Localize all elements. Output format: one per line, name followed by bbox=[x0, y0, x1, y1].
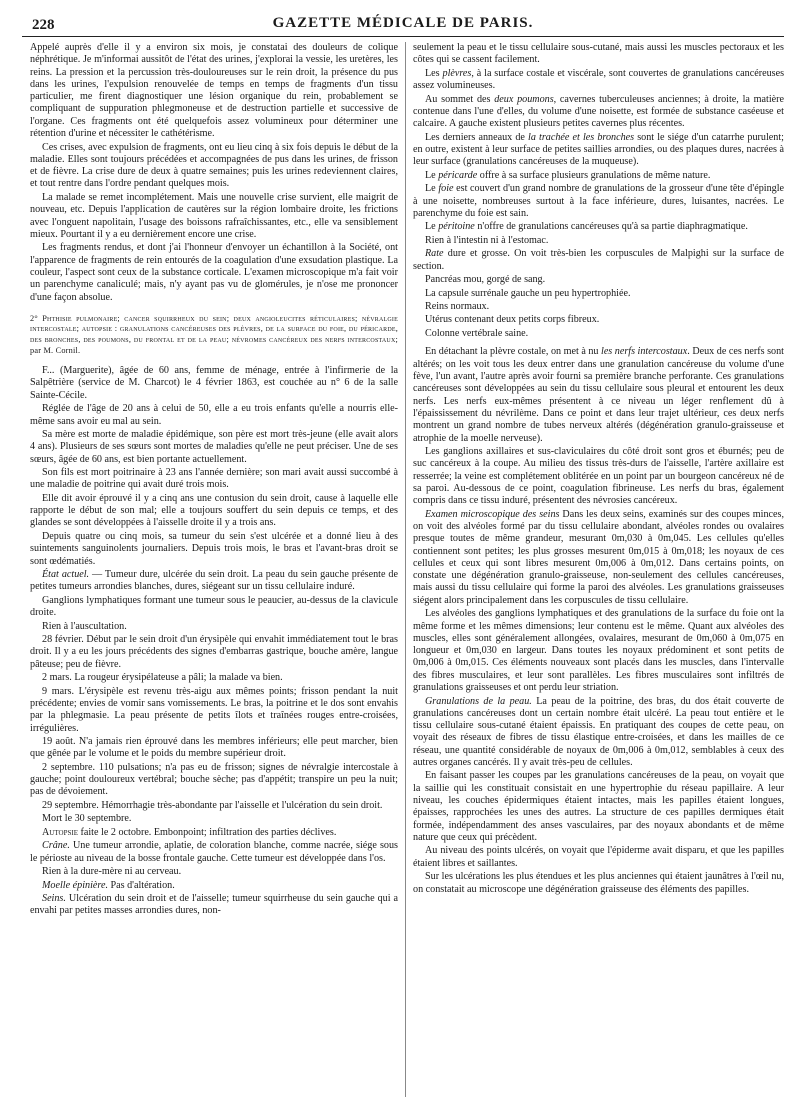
paragraph bbox=[413, 346, 784, 444]
paragraph-text: , cavernes tuberculeuses anciennes; à droite, la matière contenue dans l'une d'elles, du volume d'une noisette, est formée de substance caséeuse et calcaire. A gauche existent plusieurs petites cavernes plus récentes. bbox=[413, 93, 784, 130]
paragraph bbox=[413, 248, 784, 273]
paragraph bbox=[413, 68, 784, 93]
paragraph-text: Le bbox=[425, 221, 439, 233]
paragraph-text: . Deux de ces nerfs sont altérés; on les voit tous les deux entrer dans une granulation cancéreuse du volume d'une fève, l'un avant, l'autre après avoir fourni sa première branche perforante. Ces granulations cancéreuses sont développées au sein du tissu cellulaire sous pleural et entourent les deux nerfs. Les nerfs eux-mêmes présentent à ce niveau un léger renflement dû à l'épaississement du névrilème. Dans ce point et dans leur trajet ultérieur, ces deux nerfs montrent un grand nombre de tubes nerveux altérés (dégénération granulo-graisseuse et atrophie de la moelle nerveuse). bbox=[413, 346, 784, 444]
organ-name: foie bbox=[438, 183, 454, 195]
paragraph: La capsule surrénale gauche un peu hypertrophiée. bbox=[425, 287, 631, 299]
paragraph-text: Une tumeur arrondie, aplatie, de coloration blanche, comme nacrée, siége sous le périoste au niveau de la bosse frontale gauche. Cette tumeur est développée dans l'os. bbox=[30, 840, 398, 864]
paragraph-text: La peau de la poitrine, des bras, du dos était couverte de granulations cancéreuses dont un certain nombre était ulcéré. La peau tout entière et le tissu cellulaire sous-cutané étaient épaissis. En pratiquant des coupes de cette peau, on voyait des réseaux de fibres de tissu élastique entre-croisées, et dans les mailles de ce réseau, une quantité considérable de noyaux de 0m,006 à 0m,012, semblables à ceux des autres organes cancérés. Il y avait très-peu de cellules. bbox=[413, 695, 785, 768]
paragraph: La malade se remet incomplétement. Mais une nouvelle crise survient, elle maigrit de nouveau, etc. Depuis l'application de cautères sur la région lombaire droite, les frictions avec l'onguent napolitain, l'usage des boissons rafraîchissantes, etc., elle va sensiblement mieux. Pourtant il y a eu dernièrement encore une crise. bbox=[30, 191, 398, 240]
paragraph: 28 février. Début par le sein droit d'un érysipèle qui envahit immédiatement tout le bras droit. Il y a eu les jours précédents des signes d'embarras gastrique, bouche amère, langue pâteuse; peu de fièvre. bbox=[30, 634, 398, 670]
paragraph: Reins normaux. bbox=[425, 301, 490, 312]
paragraph-text: Les derniers anneaux de bbox=[425, 131, 529, 143]
paragraph: Rien à l'auscultation. bbox=[42, 620, 127, 632]
paragraph-label: Moelle épinière. bbox=[42, 879, 108, 891]
paragraph: Au niveau des points ulcérés, on voyait que l'épiderme avait disparu, et que les papilles étaient libres et saillantes. bbox=[413, 845, 784, 869]
paragraph: Appelé auprès d'elle il y a environ six mois, je constatai des douleurs de colique néphrétique. Je m'informai aussitôt de l'état des urines, j'explorai la vessie, les uretères, les reins. La pression et la percussion très-douloureuses sur le rein droit, la présence du pus dans les urines, l'expulsion renouvelée de temps en temps de fragments d'un tissu particulier, me firent diagnostiquer une lésion organique du rein, probablement se compliquant de suppuration phlegmoneuse et de destruction partielle et successive de l'organe. Ces fragments ont été quelquefois assez volumineux pour déterminer une rétention d'urine et nécessiter le cathétérisme. bbox=[30, 42, 398, 140]
section-number: 2° bbox=[30, 313, 38, 323]
paragraph-label: État actuel. bbox=[42, 569, 90, 581]
paragraph: 9 mars. L'érysipèle est revenu très-aigu aux mêmes points; frisson pendant la nuit précédente; envies de vomir sans vomissements. Le bras, la poitrine et le dos sont envahis par la phlegmasie. La peau présente de petits îlots et traînées rouges entre-croisées, irrégulières. bbox=[30, 685, 398, 734]
paragraph bbox=[413, 221, 784, 233]
left-column bbox=[30, 42, 398, 919]
paragraph: Ganglions lymphatiques formant une tumeur sous le peaucier, au-dessus de la clavicule droite. bbox=[30, 594, 398, 619]
paragraph bbox=[413, 132, 784, 169]
paragraph-text: Le bbox=[425, 183, 439, 195]
paragraph-text: Dans les deux seins, examinés sur des coupes minces, on voit des alvéoles formé par du tissu cellulaire abondant, alvéoles rondes ou ovalaires presque toutes de même grandeur, mesurant 0m,030 à 0m,045. Les cellules qu'elles contiennent sont petites; les plus grosses mesurent 0m,015 à 0m,018; les noyaux de ces cellules et ceux qui sont libres mesurent 0m,006 à 0m,012. Dans certains points, on constate une dégénération granulo-graisseuse, non-seulement des cellules cancéreuses, mais aussi du tissu cellulaire qui forme la paroi des alvéoles. Les granulations graisseuses siégent alors principalement dans les corpuscules de tissu cellulaire. bbox=[413, 508, 785, 606]
paragraph bbox=[413, 170, 784, 182]
paragraph-text: Au sommet des bbox=[425, 93, 495, 105]
paragraph-text: , à la surface costale et viscérale, sont couvertes de granulations cancéreuses assez volumineuses. bbox=[413, 67, 785, 92]
paragraph-label: Seins. bbox=[42, 893, 66, 905]
paragraph: 2 septembre. 110 pulsations; n'a pas eu de frisson; signes de névralgie intercostale à gauche; point douloureux vertébral; bouche sèche; pas d'appétit; transpire un peu la nuit; pas de dévoiement. bbox=[30, 761, 398, 798]
subsection-label: Examen microscopique des seins bbox=[425, 508, 560, 520]
organ-name: la trachée et les bronches bbox=[528, 131, 635, 143]
paragraph bbox=[30, 840, 398, 865]
paragraph bbox=[413, 696, 784, 770]
paragraph-text: En détachant la plèvre costale, on met à nu bbox=[425, 346, 601, 358]
paragraph: Réglée de l'âge de 20 ans à celui de 50, elle a eu trois enfants qu'elle a nourris elle-même sans avoir eu mal au sein. bbox=[30, 403, 398, 427]
paragraph: Depuis quatre ou cinq mois, sa tumeur du sein s'est ulcérée et a donné lieu à des suintements sanguinolents journaliers. Depuis trois mois, le bras et l'avant-bras droit se sont œdématiés. bbox=[30, 530, 398, 567]
paragraph: F... (Marguerite), âgée de 60 ans, femme de ménage, entrée à l'infirmerie de la Salpêtrière (service de M. Charcot) le 4 février 1863, est couchée au n° 6 de la salle Sainte-Cécile. bbox=[30, 365, 398, 401]
paragraph: Son fils est mort poitrinaire à 23 ans l'année dernière; son mari avait aussi succombé à une maladie de poitrine qui avait duré trois mois. bbox=[30, 467, 398, 491]
paragraph: Pancréas mou, gorgé de sang. bbox=[425, 274, 546, 286]
subsection-label: Granulations de la peau. bbox=[425, 695, 532, 707]
paragraph-text: n'offre de granulations cancéreuses qu'à sa partie diaphragmatique. bbox=[474, 221, 748, 233]
paragraph bbox=[30, 880, 398, 892]
paragraph-text: offre à sa surface plusieurs granulations de même nature. bbox=[477, 169, 711, 181]
paragraph: Mort le 30 septembre. bbox=[42, 813, 132, 825]
paragraph: Colonne vertébrale saine. bbox=[425, 327, 529, 339]
organ-name: péricarde bbox=[438, 169, 478, 181]
paragraph: Les alvéoles des ganglions lymphatiques et des granulations de la surface du foie ont la même forme et les mêmes dimensions; leur contenu est le même. Quant aux alvéoles des muscles, elles sont généralement allongées, ovalaires, mesurant de 0m,060 à 0m,075 en longueur et 0m,030 en largeur. Dans toutes les noyaux prédominent et sont petits de 0m,006 à 0m,015. Ces éléments nouveaux sont placés dans les muscles, dans l'intervalle des fibres musculaires, et leur sont parallèles. Les fibres musculaires sont infiltrés de granulations graisseuses et ont perdu leur striation. bbox=[413, 608, 784, 694]
paragraph-label: Autopsie bbox=[42, 826, 78, 838]
paragraph: Utérus contenant deux petits corps fibreux. bbox=[425, 314, 600, 326]
paragraph: 19 août. N'a jamais rien éprouvé dans les membres inférieurs; elle peut marcher, bien que gênée par le volume et le poids du membre supérieur droit. bbox=[30, 736, 398, 760]
paragraph-text: Le bbox=[425, 169, 439, 181]
paragraph-text: — Tumeur dure, ulcérée du sein droit. La peau du sein gauche présente de petites tumeurs arrondies blanches, dures, siégeant sur un tissu cellulaire induré. bbox=[30, 569, 398, 593]
paragraph-text: Pas d'altération. bbox=[107, 879, 175, 891]
organ-name: les nerfs intercostaux bbox=[601, 346, 688, 358]
paragraph: Rien à l'intestin ni à l'estomac. bbox=[425, 234, 549, 246]
section-heading bbox=[30, 314, 398, 356]
paragraph-text: est couvert d'un grand nombre de granulations de la grosseur d'une tête d'épingle à une noisette, nombreuses surtout à la face inférieure, dures, luisantes, nacrées. Le parenchyme du foie est sain. bbox=[413, 183, 785, 219]
paragraph: Elle dit avoir éprouvé il y a cinq ans une contusion du sein droit, cause à laquelle elle rapporte le début de son mal; elle a toujours souffert du sein depuis ce temps, et des glandes se sont développées à l'aisselle droite il y a trois ans. bbox=[30, 492, 398, 529]
paragraph: Sa mère est morte de maladie épidémique, son père est mort très-jeune (elle avait alors 4 ans). Plusieurs de ses sœurs sont mortes de maladies qu'elle ne peut préciser. Une de ses sœurs, âgée de 60 ans, est bien portante actuellement. bbox=[30, 429, 398, 465]
paragraph-text: faite le 2 octobre. Embonpoint; infiltration des parties déclives. bbox=[77, 826, 337, 838]
paragraph: Ces crises, avec expulsion de fragments, ont eu lieu cinq à six fois depuis le début de la maladie. Elles sont toujours précédées et accompagnées de pus dans les urines, de frisson et de fièvre. La crise dure de deux à quatre semaines; puis les urines redeviennent claires, et tout rentre dans l'ordre pendant quelques mois. bbox=[30, 141, 398, 190]
paragraph-text: Ulcération du sein droit et de l'aisselle; tumeur squirrheuse du sein gauche qui a envahi par petites masses arrondies dures, non- bbox=[30, 893, 398, 917]
paragraph-text: sont le siége d'un catarrhe purulent; en outre, existent à leur surface de petites saillies arrondies, ou des plaques dures, nacrées à leur surface (granulations cancéreuses de la muqueuse). bbox=[413, 131, 784, 168]
organ-name: Rate bbox=[425, 248, 444, 260]
organ-name: plèvres bbox=[442, 67, 472, 79]
paragraph: seulement la peau et le tissu cellulaire sous-cutané, mais aussi les muscles pectoraux et les côtes qui se cassent facilement. bbox=[413, 42, 784, 66]
section-title: Phthisie pulmonaire; cancer squirrheux du sein; deux angioleucites réticulaires; névralgie intercostale; autopsie : granulations cancéreuses des plèvres, de la surface du foie, du péricarde, des bronches, des poumons, du frontal et de la peau; névromes cancéreux des nerfs intercostaux; bbox=[30, 313, 398, 344]
paragraph bbox=[30, 827, 398, 839]
paragraph-text: dure et grosse. On voit très-bien les corpuscules de Malpighi sur la surface de section. bbox=[413, 248, 784, 272]
paragraph-label: Crâne. bbox=[42, 840, 70, 852]
paragraph: En faisant passer les coupes par les granulations cancéreuses de la peau, on voyait que la saillie qui les constituait consistait en une hypertrophie du réseau papillaire. A leur niveau, les couches épidermiques étaient intactes, mais les papilles étaient longues, épaisses, rapprochées les unes des autres. La structure de ces papilles dermiques était formée, indépendamment des anses vasculaires, par des noyaux abondants et de même nature que ceux qui précèdent. bbox=[413, 770, 784, 843]
page-number: 228 bbox=[32, 17, 55, 33]
paragraph bbox=[30, 569, 398, 594]
paragraph bbox=[413, 183, 784, 220]
paragraph: 2 mars. La rougeur érysipélateuse a pâli; la malade va bien. bbox=[42, 672, 283, 684]
paragraph: Sur les ulcérations les plus étendues et les plus anciennes qui étaient jaunâtres à l'œil nu, on constatait au microscope une dégénération graisseuse des éléments des papilles. bbox=[413, 871, 784, 895]
page-header bbox=[22, 14, 784, 37]
paragraph bbox=[30, 893, 398, 918]
right-column bbox=[413, 42, 784, 897]
organ-name: péritoine bbox=[438, 221, 475, 233]
paragraph: Les ganglions axillaires et sus-claviculaires du côté droit sont gros et éburnés; peu de suc cancéreux à la coupe. Au milieu des tissus très-durs de l'aisselle, l'artère axillaire est resserrée; la veine est complétement oblitérée en un point par un bourgeon cancéreux né de sa paroi. Au-dessous de ce point, coagulation fibrineuse. Les nerfs du bras, également compris dans ce tissu induré, présentent des névrosies cancéreux. bbox=[413, 446, 784, 507]
organ-name: deux poumons bbox=[494, 93, 554, 105]
journal-title: GAZETTE MÉDICALE DE PARIS. bbox=[272, 15, 534, 31]
section-author: par M. Cornil. bbox=[30, 345, 81, 355]
paragraph-text: Les bbox=[425, 67, 443, 79]
paragraph: 29 septembre. Hémorrhagie très-abondante par l'aisselle et l'ulcération du sein droit. bbox=[42, 799, 383, 811]
paragraph bbox=[413, 509, 784, 607]
paragraph: Les fragments rendus, et dont j'ai l'honneur d'envoyer un échantillon à la Société, ont l'apparence de fragments de rein entourés de la coagulation d'une exsudation plastique. La couleur, l'aspect sont ceux de la substance corticale. L'examen microscopique m'a fait voir un parenchyme canaliculé; mais, n'y ayant pas vu de glomérules, je n'ose me prononcer d'une façon absolue. bbox=[30, 242, 398, 303]
paragraph: Rien à la dure-mère ni au cerveau. bbox=[42, 866, 182, 878]
column-divider bbox=[405, 42, 406, 1097]
paragraph bbox=[413, 94, 784, 131]
